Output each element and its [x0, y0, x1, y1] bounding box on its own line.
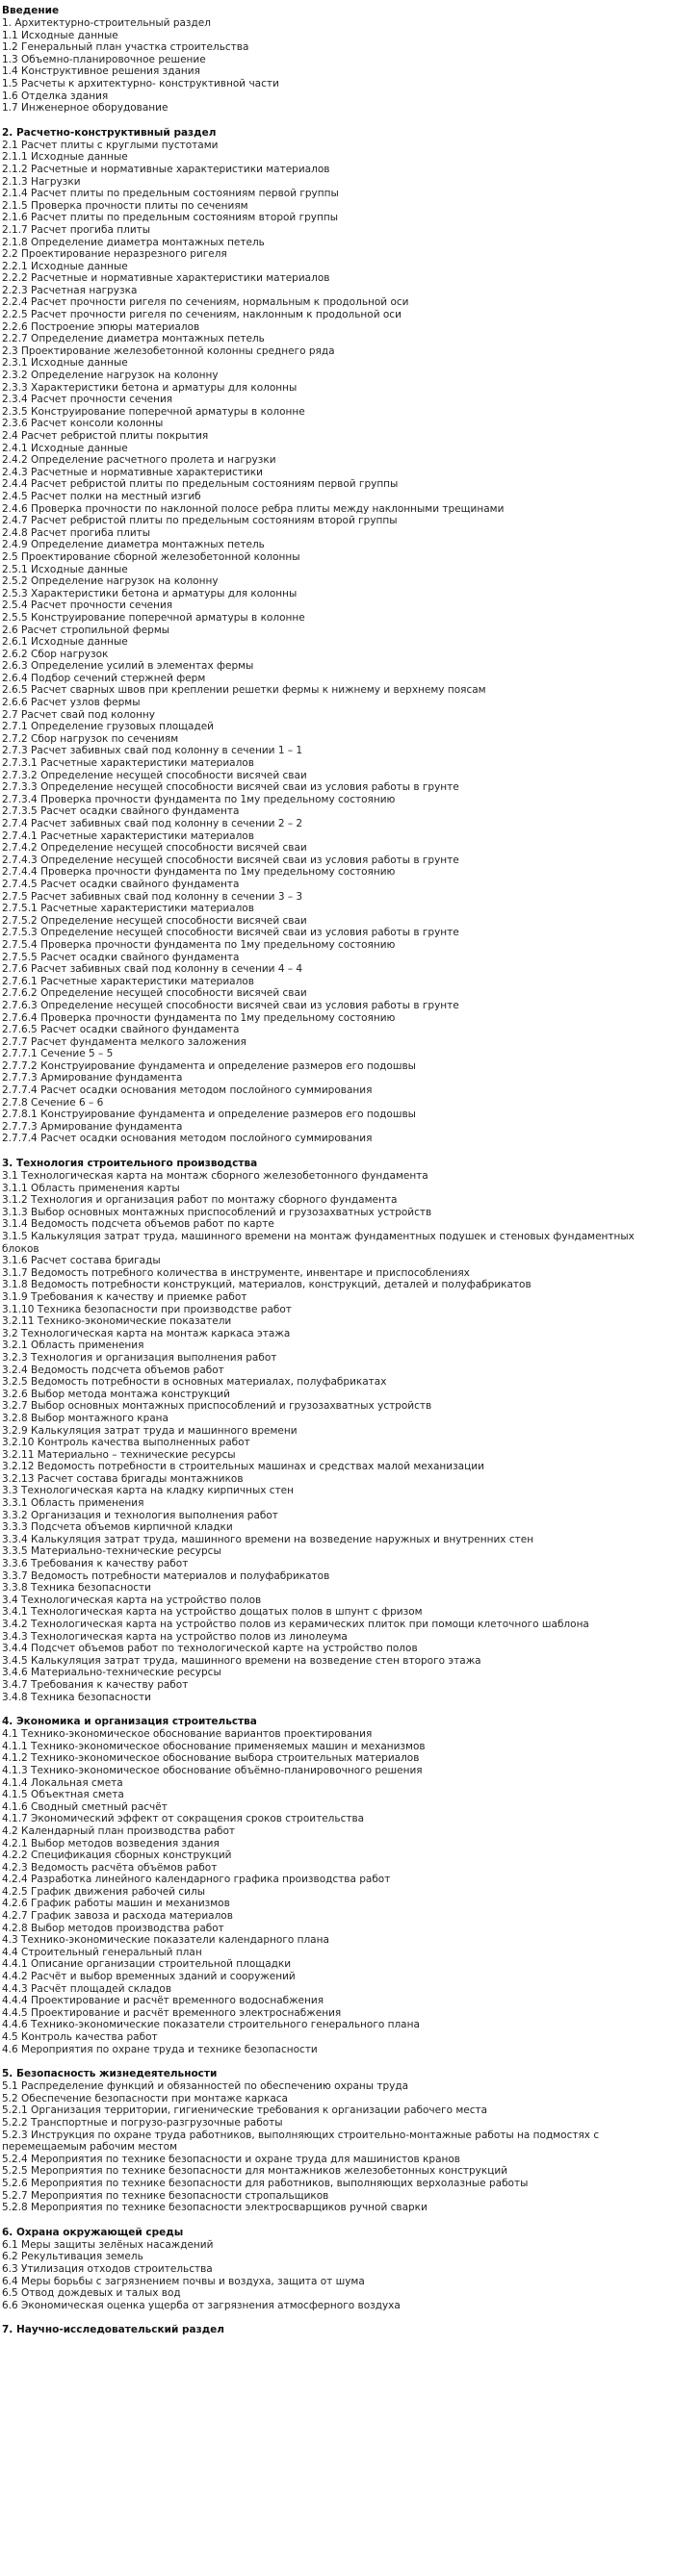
- section-title: 7. Научно-исследовательский раздел: [2, 2324, 224, 2336]
- toc-item: 3.3.4 Калькуляция затрат труда, машинного времени на возведение наружных и внутренних стен: [2, 1533, 534, 1545]
- section-title: 5. Безопасность жизнедеятельности: [2, 2068, 218, 2080]
- toc-item: 2.3.1 Исходные данные: [2, 357, 128, 370]
- toc-item: 2.6.1 Исходные данные: [2, 636, 128, 649]
- toc-item: 3.2.7 Выбор основных монтажных приспособлений и грузозахватных устройств: [2, 1400, 432, 1413]
- toc-item: 4.4 Строительный генеральный план: [2, 1946, 202, 1958]
- toc-item: 4.4.4 Проектирование и расчёт временного водоснабжения: [2, 1995, 324, 2007]
- toc-item: 3.3.6 Требования к качеству работ: [2, 1558, 189, 1570]
- toc-item: 3.1.9 Требования к качеству и приемке работ: [2, 1290, 247, 1303]
- toc-item: 2.7.2 Сбор нагрузок по сечениям: [2, 732, 179, 745]
- toc-item: 2.7.3.5 Расчет осадки свайного фундамента: [2, 805, 240, 818]
- toc-item: 2.5.3 Характеристики бетона и арматуры для колонны: [2, 587, 298, 599]
- toc-item: 2.7.7.1 Сечение 5 – 5: [2, 1048, 114, 1060]
- toc-item: 2.4.4 Расчет ребристой плиты по предельным состояниям первой группы: [2, 478, 399, 491]
- toc-item: 3.1.2 Технология и организация работ по монтажу сборного фундамента: [2, 1194, 398, 1207]
- toc-item: 4.2.8 Выбор методов производства работ: [2, 1922, 224, 1934]
- toc-item: 2.2.1 Исходные данные: [2, 260, 128, 272]
- toc-item: 2.3.2 Определение нагрузок на колонну: [2, 370, 219, 382]
- toc-item: 4.1.2 Технико-экономическое обоснование выбора строительных материалов: [2, 1752, 420, 1765]
- toc-item: 3.3 Технологическая карта на кладку кирпичных стен: [2, 1485, 295, 1497]
- toc-section: [2, 4, 672, 115]
- toc-item: 2.7.3 Расчет забивных свай под колонну в сечении 1 – 1: [2, 745, 303, 757]
- toc-item: 3.2.9 Калькуляция затрат труда и машинного времени: [2, 1424, 298, 1437]
- toc-item: 3.2.6 Выбор метода монтажа конструкций: [2, 1388, 230, 1400]
- toc-item: 4.6 Мероприятия по охране труда и технике безопасности: [2, 2043, 318, 2055]
- toc-item: 5.2.4 Мероприятия по технике безопасности и охране труда для машинистов кранов: [2, 2153, 460, 2165]
- toc-item: 2.7.6.4 Проверка прочности фундамента по 1му предельному состоянию: [2, 1011, 396, 1024]
- toc-item: 2.7.8.1 Конструирование фундамента и определение размеров его подошвы: [2, 1109, 416, 1121]
- toc-item: 3.3.7 Ведомость потребности материалов и полуфабрикатов: [2, 1569, 330, 1582]
- toc-item: 3.3.1 Область применения: [2, 1497, 144, 1510]
- toc-item: 5.1 Распределение функций и обязанностей по обеспечению охраны труда: [2, 2080, 409, 2093]
- toc-item: 4.1.7 Экономический эффект от сокращения сроков строительства: [2, 1813, 365, 1825]
- toc-item: 3.1.8 Ведомость потребности конструкций, материалов, конструкций, деталей и полуфабрикатов: [2, 1279, 531, 1291]
- toc-item: 2.6.2 Сбор нагрузок: [2, 648, 109, 660]
- toc-item: 3.2.10 Контроль качества выполненных работ: [2, 1437, 250, 1449]
- toc-item: 5.2.2 Транспортные и погрузо-разгрузочные работы: [2, 2116, 283, 2129]
- toc-item: 2.7.4.5 Расчет осадки свайного фундамента: [2, 878, 240, 890]
- toc-item: 3.2.12 Ведомость потребности в строительных машинах и средствах малой механизации: [2, 1461, 484, 1473]
- toc-item: 1.5 Расчеты к архитектурно- конструктивной части: [2, 77, 279, 89]
- toc-item: 4.4.1 Описание организации строительной площадки: [2, 1958, 292, 1971]
- section-title: 6. Охрана окружающей среды: [2, 2226, 184, 2238]
- toc-item: 4.2.2 Спецификация сборных конструкций: [2, 1849, 232, 1862]
- section-title: 2. Расчетно-конструктивный раздел: [2, 126, 217, 139]
- toc-item: 2.7.3.2 Определение несущей способности висячей сваи: [2, 769, 307, 781]
- toc-item: 6.3 Утилизация отходов строительства: [2, 2262, 213, 2275]
- toc-item: 2.7.1 Определение грузовых площадей: [2, 721, 214, 733]
- toc-item: 3.4.5 Калькуляция затрат труда, машинного времени на возведение стен второго этажа: [2, 1654, 481, 1667]
- toc-item: 2.4.8 Расчет прогиба плиты: [2, 526, 151, 539]
- toc-item: 2.7.7.3 Армирование фундамента: [2, 1120, 183, 1133]
- toc-item: 2.7.8 Сечение 6 – 6: [2, 1096, 104, 1109]
- toc-item: 2.2.6 Построение эпюры материалов: [2, 320, 200, 333]
- toc-item: 1.3 Объемно-планировочное решение: [2, 53, 206, 65]
- toc-item: 2.5.2 Определение нагрузок на колонну: [2, 575, 219, 588]
- toc-item: 2.1.1 Исходные данные: [2, 151, 128, 164]
- toc-item: 3.2.3 Технология и организация выполнения работ: [2, 1351, 277, 1364]
- toc-item: 3.2.13 Расчет состава бригады монтажников: [2, 1472, 244, 1485]
- toc-item: 3.4.8 Техника безопасности: [2, 1691, 151, 1703]
- toc-item: 2.5.4 Расчет прочности сечения: [2, 599, 173, 612]
- toc-item: 2.7.5.4 Проверка прочности фундамента по 1му предельному состоянию: [2, 938, 396, 951]
- toc-item: 4.3 Технико-экономические показатели календарного плана: [2, 1934, 329, 1947]
- toc-item: 2.7.7.4 Расчет осадки основания методом послойного суммирования: [2, 1133, 373, 1145]
- toc-item: 2.5.1 Исходные данные: [2, 563, 128, 575]
- toc-item: 2.2.7 Определение диаметра монтажных петель: [2, 333, 265, 345]
- toc-item: 3.2.11 Технико-экономические показатели: [2, 1315, 232, 1328]
- toc-item: 2.7.6 Расчет забивных свай под колонну в сечении 4 – 4: [2, 963, 303, 976]
- toc-item: 2.2.5 Расчет прочности ригеля по сечениям, наклонным к продольной оси: [2, 309, 402, 321]
- toc-item: 2.1.2 Расчетные и нормативные характеристики материалов: [2, 163, 330, 175]
- toc-item: 3.1.7 Ведомость потребного количества в инструменте, инвентаре и приспособлениях: [2, 1266, 470, 1279]
- toc-item: 2.2.3 Расчетная нагрузка: [2, 284, 138, 296]
- toc-item: 2.7.5.1 Расчетные характеристики материалов: [2, 903, 254, 915]
- toc-item: 4.4.5 Проектирование и расчёт временного электроснабжения: [2, 2006, 342, 2019]
- toc-item: 4.2.5 График движения рабочей силы: [2, 1885, 205, 1898]
- toc-item: 2.7.4 Расчет забивных свай под колонну в сечении 2 – 2: [2, 818, 303, 829]
- toc-item: 6.5 Отвод дождевых и талых вод: [2, 2287, 181, 2300]
- toc-item: 2.1.4 Расчет плиты по предельным состояниям первой группы: [2, 188, 339, 200]
- toc-item: 2.7 Расчет свай под колонну: [2, 708, 155, 721]
- toc-item: 2.6 Расчет стропильной фермы: [2, 624, 170, 636]
- toc-item: 1.6 Отделка здания: [2, 89, 109, 102]
- toc-item: 2.3.5 Конструирование поперечной арматуры в колонне: [2, 405, 305, 418]
- toc-item: 2.7.7.2 Конструирование фундамента и определение размеров его подошвы: [2, 1059, 416, 1072]
- toc-item: 2.1.7 Расчет прогиба плиты: [2, 223, 151, 236]
- toc-item: 3.4.4 Подсчет объемов работ по технологической карте на устройство полов: [2, 1643, 418, 1655]
- toc-item: 2.1.8 Определение диаметра монтажных петель: [2, 236, 265, 248]
- toc-item: 1.7 Инженерное оборудование: [2, 102, 168, 115]
- toc-item: 2.4.9 Определение диаметра монтажных петель: [2, 539, 265, 551]
- toc-item: 3.4.3 Технологическая карта на устройство полов из линолеума: [2, 1630, 348, 1643]
- toc-item: 4.1.6 Сводный сметный расчёт: [2, 1800, 168, 1813]
- toc-item: 2.7.3.1 Расчетные характеристики материалов: [2, 757, 254, 770]
- toc-item: 2.7.6.1 Расчетные характеристики материалов: [2, 975, 254, 987]
- toc-item: 5.2.1 Организация территории, гигиенические требования к организации рабочего места: [2, 2104, 488, 2117]
- toc-item: 2.7.6.2 Определение несущей способности висячей сваи: [2, 987, 307, 1000]
- toc-item: 4.2.1 Выбор методов возведения здания: [2, 1837, 220, 1849]
- toc-item: 3.4.7 Требования к качеству работ: [2, 1678, 189, 1691]
- toc-item: 5.2.7 Мероприятия по технике безопасности стропальщиков: [2, 2189, 329, 2202]
- toc-item: 3.1.5 Калькуляция затрат труда, машинного времени на монтаж фундаментных подушек и стеновых фундаментных блоков: [2, 1231, 635, 1255]
- toc-item: 3.2.8 Выбор монтажного крана: [2, 1412, 168, 1424]
- toc-item: 3.1.3 Выбор основных монтажных приспособлений и грузозахватных устройств: [2, 1206, 432, 1218]
- toc-item: 4.2.7 График завоза и расхода материалов: [2, 1910, 233, 1923]
- toc-item: 2.2.2 Расчетные и нормативные характеристики материалов: [2, 272, 330, 285]
- toc-item: 2.6.4 Подбор сечений стержней ферм: [2, 672, 206, 684]
- toc-item: 1.2 Генеральный план участка строительства: [2, 41, 249, 54]
- toc-item: 2.7.5.2 Определение несущей способности висячей сваи: [2, 914, 307, 927]
- toc-item: 5.2.5 Мероприятия по технике безопасности для монтажников железобетонных конструкций: [2, 2165, 508, 2178]
- toc-item: 4.1.5 Объектная смета: [2, 1789, 124, 1801]
- toc-item: 6.4 Меры борьбы с загрязнением почвы и воздуха, защита от шума: [2, 2275, 365, 2287]
- toc-item: 5.2.6 Мероприятия по технике безопасности для работников, выполняющих верхолазные работы: [2, 2177, 529, 2189]
- toc-item: 3.1.1 Область применения карты: [2, 1182, 180, 1194]
- toc-item: 3.2.4 Ведомость подсчета объемов работ: [2, 1364, 224, 1376]
- toc-item: 2.7.4.3 Определение несущей способности висячей сваи из условия работы в грунте: [2, 854, 459, 866]
- toc-item: 4.4.3 Расчёт площадей складов: [2, 1982, 172, 1995]
- toc-item: 2.3 Проектирование железобетонной колонны среднего ряда: [2, 344, 335, 357]
- toc-item: 2.7.5.3 Определение несущей способности висячей сваи из условия работы в грунте: [2, 927, 459, 939]
- toc-item: 2.2.4 Расчет прочности ригеля по сечениям, нормальным к продольной оси: [2, 296, 409, 309]
- toc-section: [2, 2323, 672, 2336]
- section-title: 3. Технология строительного производства: [2, 1158, 258, 1170]
- toc-item: 3.3.5 Материально-технические ресурсы: [2, 1545, 221, 1558]
- toc-item: 2.6.6 Расчет узлов фермы: [2, 697, 141, 709]
- toc-item: 3.3.3 Подсчета объемов кирпичной кладки: [2, 1521, 233, 1534]
- toc-section: [2, 126, 672, 1145]
- section-title: Введение: [2, 5, 60, 16]
- toc-item: 4.2 Календарный план производства работ: [2, 1824, 236, 1837]
- toc-item: 2.4.3 Расчетные и нормативные характеристики: [2, 466, 263, 478]
- toc-item: 3.2 Технологическая карта на монтаж каркаса этажа: [2, 1327, 291, 1339]
- toc-item: 2.7.6.3 Определение несущей способности висячей сваи из условия работы в грунте: [2, 999, 459, 1011]
- toc-item: 4.2.3 Ведомость расчёта объёмов работ: [2, 1861, 218, 1874]
- toc-item: 2.1.3 Нагрузки: [2, 175, 81, 188]
- toc-item: 3.2.5 Ведомость потребности в основных материалах, полуфабрикатах: [2, 1376, 387, 1389]
- toc-item: 2.5 Проектирование сборной железобетонной колонны: [2, 550, 300, 563]
- toc-item: 3.1.6 Расчет состава бригады: [2, 1255, 161, 1267]
- toc-item: 3.4.6 Материально-технические ресурсы: [2, 1667, 221, 1679]
- toc-item: 4.1 Технико-экономическое обоснование вариантов проектирования: [2, 1728, 373, 1741]
- toc-item: 3.3.2 Организация и технология выполнения работ: [2, 1509, 278, 1521]
- toc-item: 2.4.2 Определение расчетного пролета и нагрузки: [2, 454, 276, 467]
- section-title: 4. Экономика и организация строительства: [2, 1716, 257, 1728]
- toc-item: 2.2 Проектирование неразрезного ригеля: [2, 248, 227, 261]
- toc-item: 4.2.6 График работы машин и механизмов: [2, 1898, 230, 1910]
- toc-item: 4.1.4 Локальная смета: [2, 1776, 123, 1789]
- toc-section: [2, 2067, 672, 2214]
- toc-item: 2.7.4.2 Определение несущей способности висячей сваи: [2, 842, 307, 854]
- toc-item: 2.1.5 Проверка прочности плиты по сечениям: [2, 199, 248, 212]
- toc-item: 4.5 Контроль качества работ: [2, 2031, 158, 2043]
- toc-item: 4.1.1 Технико-экономическое обоснование применяемых машин и механизмов: [2, 1740, 426, 1752]
- toc-item: 3.1.4 Ведомость подсчета объемов работ по карте: [2, 1218, 274, 1231]
- toc-item: 3.3.8 Техника безопасности: [2, 1582, 151, 1594]
- toc-item: 3.4 Технологическая карта на устройство полов: [2, 1594, 262, 1606]
- toc-item: 3.1.10 Техника безопасности при производстве работ: [2, 1303, 292, 1315]
- toc-item: 1.4 Конструктивное решения здания: [2, 65, 200, 78]
- toc-item: 2.6.5 Расчет сварных швов при креплении решетки фермы к нижнему и верхнему поясам: [2, 684, 486, 697]
- toc-item: 2.7.6.5 Расчет осадки свайного фундамента: [2, 1024, 240, 1036]
- toc-item: 3.4.2 Технологическая карта на устройство полов из керамических плиток при помощи клеточного шаблона: [2, 1619, 589, 1630]
- toc-item: 3.4.1 Технологическая карта на устройство дощатых полов в шпунт с фризом: [2, 1606, 423, 1619]
- toc-item: 3.2.1 Область применения: [2, 1339, 144, 1352]
- toc-item: 1.1 Исходные данные: [2, 29, 118, 41]
- toc-item: 2.1 Расчет плиты с круглыми пустотами: [2, 139, 219, 151]
- toc-item: 2.7.4.1 Расчетные характеристики материалов: [2, 829, 254, 842]
- toc-item: 2.7.5.5 Расчет осадки свайного фундамента: [2, 951, 240, 963]
- toc-item: 2.7.4.4 Проверка прочности фундамента по 1му предельному состоянию: [2, 866, 396, 879]
- toc-item: 5.2 Обеспечение безопасности при монтаже каркаса: [2, 2092, 288, 2104]
- toc-item: 2.7.7.3 Армирование фундамента: [2, 1072, 183, 1084]
- toc-section: [2, 1715, 672, 2055]
- toc-item: 2.7.3.4 Проверка прочности фундамента по 1му предельному состоянию: [2, 793, 396, 805]
- toc-item: 2.7.7.4 Расчет осадки основания методом послойного суммирования: [2, 1084, 373, 1097]
- toc-item: 2.7.7 Расчет фундамента мелкого заложения: [2, 1035, 246, 1048]
- toc-item: 1. Архитектурно-строительный раздел: [2, 17, 211, 29]
- toc-item: 4.4.6 Технико-экономические показатели строительного генерального плана: [2, 2019, 420, 2031]
- toc-item: 2.5.5 Конструирование поперечной арматуры в колонне: [2, 611, 305, 624]
- toc-item: 5.2.3 Инструкция по охране труда работников, выполняющих строительно-монтажные работы на подмостях с перемещаемым рабочим местом: [2, 2129, 600, 2154]
- toc-item: 4.2.4 Разработка линейного календарного графика производства работ: [2, 1874, 391, 1886]
- toc-item: 2.3.3 Характеристики бетона и арматуры для колонны: [2, 381, 298, 394]
- toc-section: [2, 2226, 672, 2312]
- toc-item: 2.4.1 Исходные данные: [2, 442, 128, 454]
- toc-item: 2.4.6 Проверка прочности по наклонной полосе ребра плиты между наклонными трещинами: [2, 502, 505, 515]
- toc-section: [2, 1157, 672, 1703]
- toc-item: 2.7.3.3 Определение несущей способности висячей сваи из условия работы в грунте: [2, 781, 459, 794]
- toc-item: 2.3.4 Расчет прочности сечения: [2, 394, 173, 406]
- toc-item: 3.2.11 Материально – технические ресурсы: [2, 1448, 236, 1461]
- toc-item: 2.3.6 Расчет консоли колонны: [2, 418, 164, 430]
- toc-item: 2.4.7 Расчет ребристой плиты по предельным состояниям второй группы: [2, 515, 398, 527]
- toc-item: 4.4.2 Расчёт и выбор временных зданий и сооружений: [2, 1971, 296, 1983]
- toc-item: 4.1.3 Технико-экономическое обоснование объёмно-планировочного решения: [2, 1764, 423, 1776]
- toc-item: 2.4 Расчет ребристой плиты покрытия: [2, 430, 209, 442]
- toc-item: 2.4.5 Расчет полки на местный изгиб: [2, 490, 201, 502]
- toc-item: 3.1 Технологическая карта на монтаж сборного железобетонного фундамента: [2, 1170, 428, 1183]
- toc-item: 2.1.6 Расчет плиты по предельным состояниям второй группы: [2, 212, 338, 224]
- toc-item: 2.6.3 Определение усилий в элементах фермы: [2, 660, 254, 673]
- toc-item: 5.2.8 Мероприятия по технике безопасности электросварщиков ручной сварки: [2, 2202, 428, 2214]
- toc-item: 6.6 Экономическая оценка ущерба от загрязнения атмосферного воздуха: [2, 2299, 401, 2311]
- toc-item: 6.1 Меры защиты зелёных насаждений: [2, 2238, 214, 2251]
- toc-item: 6.2 Рекультивация земель: [2, 2251, 143, 2263]
- toc-item: 2.7.5 Расчет забивных свай под колонну в сечении 3 – 3: [2, 890, 303, 903]
